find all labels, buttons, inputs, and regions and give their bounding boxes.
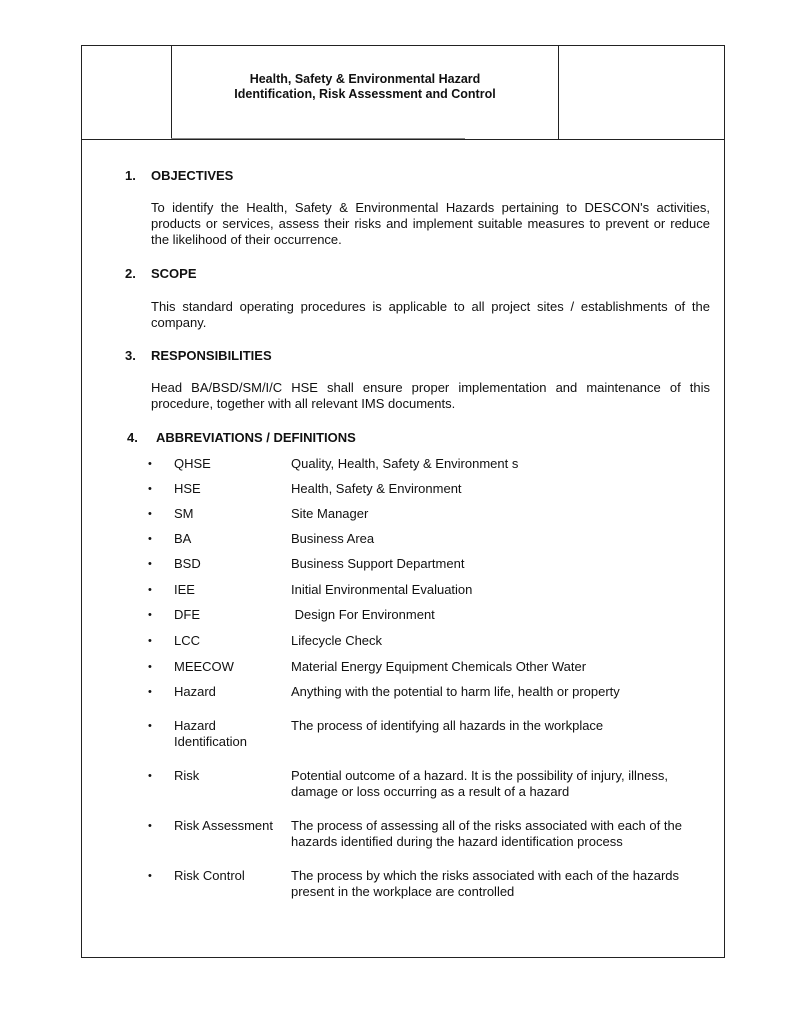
definition-term: QHSE — [174, 456, 211, 471]
definition-term: BA — [174, 531, 192, 546]
bullet-icon: • — [148, 635, 152, 647]
section-title: ABBREVIATIONS / DEFINITIONS — [156, 430, 356, 445]
definition-meaning: The process of assessing all of the risks associated with each of the hazards identified during the hazard identification process — [291, 818, 682, 849]
header-divider — [82, 139, 725, 140]
section-text-scope: This standard operating procedures is applicable to all project sites / establishments of the company. — [151, 299, 710, 330]
section-title: SCOPE — [151, 266, 197, 281]
bullet-icon: • — [148, 533, 152, 545]
section-number: 1. — [125, 168, 136, 183]
definition-term: Risk — [174, 768, 200, 783]
definition-term: MEECOW — [174, 659, 234, 674]
section-number: 2. — [125, 266, 136, 281]
bullet-icon: • — [148, 720, 152, 732]
definition-meaning: Initial Environmental Evaluation — [291, 582, 473, 597]
definition-meaning: Material Energy Equipment Chemicals Other Water — [291, 659, 587, 674]
header-info-cell — [558, 46, 726, 140]
definition-meaning: Quality, Health, Safety & Environment s — [291, 456, 519, 471]
bullet-icon: • — [148, 870, 152, 882]
document-title — [172, 72, 558, 102]
definition-term: Risk Assessment — [174, 818, 273, 833]
header-divider-inner — [171, 138, 465, 139]
definition-meaning: Design For Environment — [291, 607, 435, 622]
section-title: OBJECTIVES — [151, 168, 234, 183]
definition-meaning: Health, Safety & Environment — [291, 481, 462, 496]
definition-meaning: Business Area — [291, 531, 375, 546]
section-text-objectives: To identify the Health, Safety & Environmental Hazards pertaining to DESCON's activities, products or services, assess their risks and implement suitable measures to prevent or reduce the likelihood of their occurrence. — [151, 200, 710, 247]
definition-meaning: Lifecycle Check — [291, 633, 383, 648]
bullet-icon: • — [148, 770, 152, 782]
header-logo-cell — [82, 46, 172, 140]
definition-term: BSD — [174, 556, 201, 571]
bullet-icon: • — [148, 508, 152, 520]
section-number: 3. — [125, 348, 136, 363]
bullet-icon: • — [148, 686, 152, 698]
definition-meaning: The process by which the risks associated with each of the hazards present in the workplace are controlled — [291, 868, 680, 899]
definition-meaning: Site Manager — [291, 506, 369, 521]
bullet-icon: • — [148, 609, 152, 621]
section-title: RESPONSIBILITIES — [151, 348, 272, 363]
definition-term: Hazard Identification — [174, 718, 247, 749]
definition-term: IEE — [174, 582, 195, 597]
section-heading-scope — [125, 266, 197, 281]
definition-meaning: Business Support Department — [291, 556, 465, 571]
section-heading-responsibilities — [125, 348, 272, 363]
section-heading-objectives — [125, 168, 233, 183]
definition-meaning: The process of identifying all hazards in the workplace — [291, 718, 604, 733]
bullet-icon: • — [148, 584, 152, 596]
document-title-line2: Identification, Risk Assessment and Control — [234, 87, 496, 101]
definition-term: LCC — [174, 633, 201, 648]
section-heading-definitions — [127, 430, 356, 445]
bullet-icon: • — [148, 458, 152, 470]
definition-term: Hazard — [174, 684, 216, 699]
definition-term: Risk Control — [174, 868, 245, 883]
bullet-icon: • — [148, 558, 152, 570]
section-number: 4. — [127, 430, 138, 445]
bullet-icon: • — [148, 483, 152, 495]
bullet-icon: • — [148, 820, 152, 832]
section-text-responsibilities: Head BA/BSD/SM/I/C HSE shall ensure proper implementation and maintenance of this procedure, together with all relevant IMS documents. — [151, 380, 710, 411]
definition-meaning: Potential outcome of a hazard. It is the possibility of injury, illness, damage or loss occurring as a result of a hazard — [291, 768, 668, 799]
definition-term: DFE — [174, 607, 200, 622]
bullet-icon: • — [148, 661, 152, 673]
definition-meaning: Anything with the potential to harm life, health or property — [291, 684, 620, 699]
definition-term: HSE — [174, 481, 201, 496]
definition-term: SM — [174, 506, 194, 521]
document-title-line1: Health, Safety & Environmental Hazard — [249, 72, 481, 86]
